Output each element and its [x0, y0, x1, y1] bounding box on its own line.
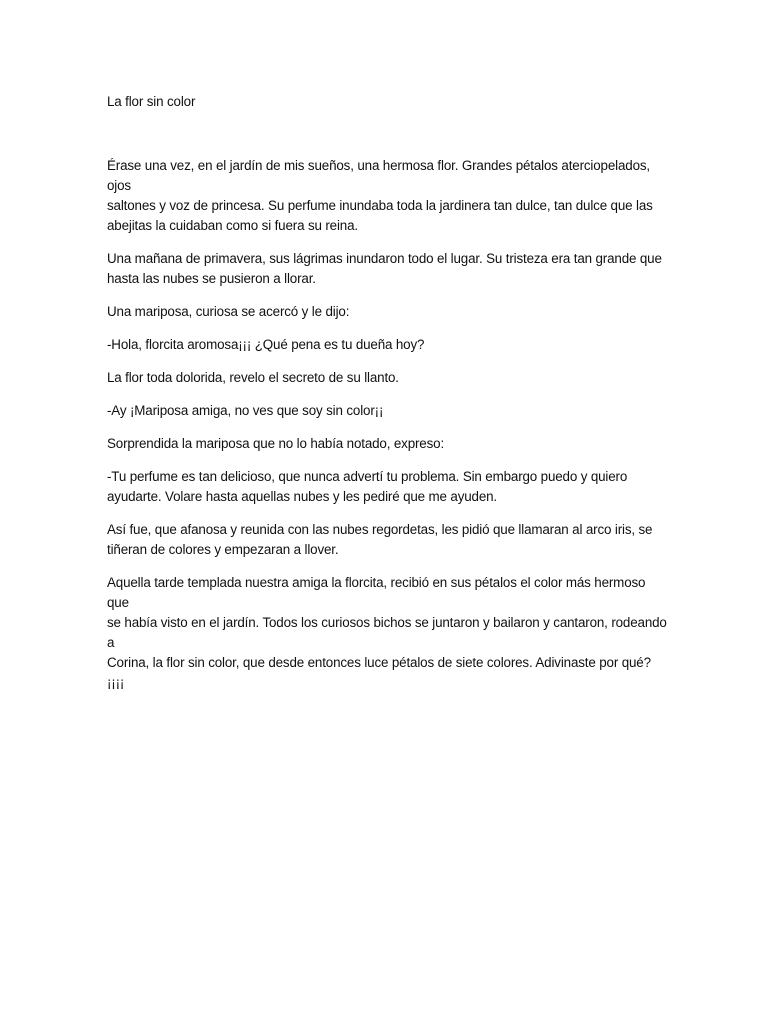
- paragraph-7: Sorprendida la mariposa que no lo había notado, expreso:: [107, 436, 445, 451]
- paragraph-9: Así fue, que afanosa y reunida con las nubes regordetas, les pidió que llamaran al arco iris, se tiñeran de colores y empezaran a llover.: [107, 522, 653, 557]
- paragraph-2: Una mañana de primavera, sus lágrimas inundaron todo el lugar. Su tristeza era tan grande que hasta las nubes se pusieron a llorar.: [107, 251, 662, 286]
- document-body: [107, 156, 667, 706]
- paragraph-6: -Ay ¡Mariposa amiga, no ves que soy sin color¡¡: [107, 403, 384, 418]
- document-title: La flor sin color: [107, 94, 196, 109]
- paragraph-8: -Tu perfume es tan delicioso, que nunca advertí tu problema. Sin embargo puedo y quiero ayudarte. Volare hasta aquellas nubes y les pediré que me ayuden.: [107, 469, 628, 504]
- paragraph-1: Érase una vez, en el jardín de mis sueños, una hermosa flor. Grandes pétalos aterciopelados, ojos saltones y voz de princesa. Su perfume inundaba toda la jardinera tan dulce, tan dulce que las abejitas la cuidaban como si fuera su reina.: [107, 158, 653, 233]
- paragraph-3: Una mariposa, curiosa se acercó y le dijo:: [107, 304, 350, 319]
- paragraph-4: -Hola, florcita aromosa¡¡¡ ¿Qué pena es tu dueña hoy?: [107, 337, 425, 352]
- paragraph-10: Aquella tarde templada nuestra amiga la florcita, recibió en sus pétalos el color más hermoso que se había visto en el jardín. Todos los curiosos bichos se juntaron y bailaron y cantaron, rodeando a Corina, la flor sin color, que desde entonces luce pétalos de siete colores. Adivinaste por qué?¡¡¡¡: [107, 575, 667, 690]
- paragraph-5: La flor toda dolorida, revelo el secreto de su llanto.: [107, 370, 399, 385]
